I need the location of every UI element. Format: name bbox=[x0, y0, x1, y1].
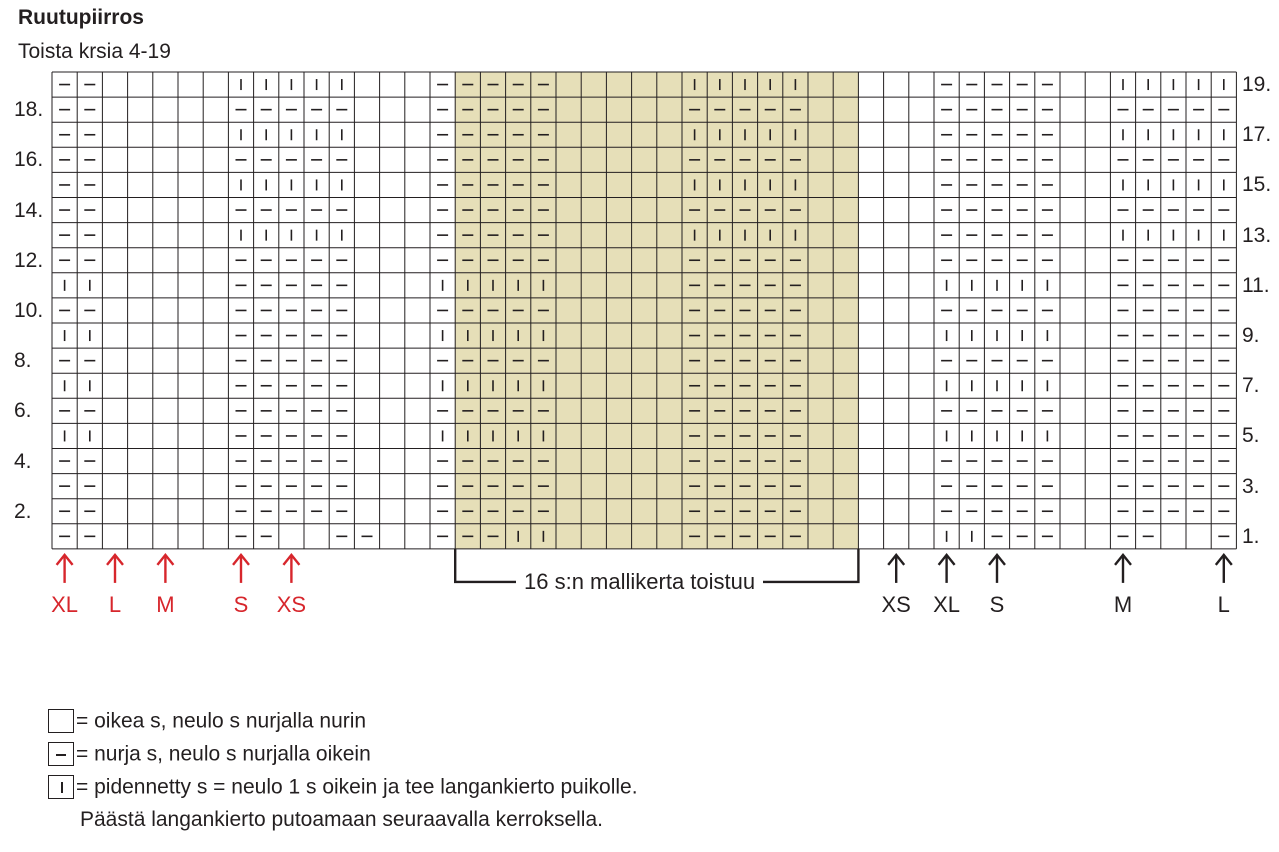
row-number-label: 9. bbox=[1242, 324, 1260, 347]
row-number-label: 7. bbox=[1242, 374, 1260, 398]
row-number-label: 2. bbox=[14, 499, 32, 523]
purl-symbol-icon bbox=[48, 742, 74, 766]
size-label: XL bbox=[51, 592, 79, 617]
size-label: M bbox=[1113, 592, 1133, 617]
legend-item-knit bbox=[48, 708, 366, 734]
legend-text-purl: = nurja s, neulo s nurjalla oikein bbox=[76, 742, 371, 766]
row-number-label: 14. bbox=[14, 198, 44, 222]
row-number-label: 12. bbox=[14, 248, 44, 272]
size-label: M bbox=[156, 592, 175, 617]
size-label: XS bbox=[276, 592, 307, 617]
size-label: XS bbox=[881, 592, 911, 617]
row-number-label: 1. bbox=[1242, 524, 1260, 548]
legend-item-purl bbox=[48, 741, 371, 767]
knit-symbol-icon bbox=[48, 709, 74, 733]
size-label: L bbox=[108, 592, 122, 617]
row-number-label: 16. bbox=[14, 148, 44, 172]
row-number-label: 17. bbox=[1242, 123, 1272, 147]
size-label: L bbox=[1217, 592, 1230, 617]
repeat-label: 16 s:n mallikerta toistuu bbox=[516, 569, 763, 595]
legend-text-knit: = oikea s, neulo s nurjalla nurin bbox=[76, 709, 367, 733]
row-number-label: 3. bbox=[1242, 474, 1260, 498]
row-number-label: 13. bbox=[1242, 223, 1272, 247]
row-number-label: 19. bbox=[1242, 73, 1272, 96]
row-number-label: 5. bbox=[1242, 424, 1260, 448]
row-number-label: 4. bbox=[14, 449, 32, 473]
row-number-label: 18. bbox=[14, 98, 44, 122]
size-label: XL bbox=[933, 592, 961, 617]
row-number-label: 11. bbox=[1242, 273, 1270, 297]
legend-note: Päästä langankierto putoamaan seuraavalla kerroksella. bbox=[80, 808, 603, 831]
row-number-label: 15. bbox=[1242, 173, 1272, 197]
size-label: S bbox=[989, 592, 1005, 617]
chart-title: Ruutupiirros bbox=[18, 6, 144, 29]
legend-text-elongated: = pidennetty s = neulo 1 s oikein ja tee langankierto puikolle. bbox=[76, 775, 638, 799]
row-number-label: 6. bbox=[14, 399, 32, 423]
chart-subtitle: Toista krsia 4-19 bbox=[18, 40, 171, 63]
legend-item-elongated bbox=[48, 774, 638, 800]
elongated-stitch-symbol-icon bbox=[48, 775, 74, 799]
row-number-label: 8. bbox=[14, 349, 32, 373]
row-number-label: 10. bbox=[14, 298, 44, 322]
size-label: S bbox=[233, 592, 249, 617]
